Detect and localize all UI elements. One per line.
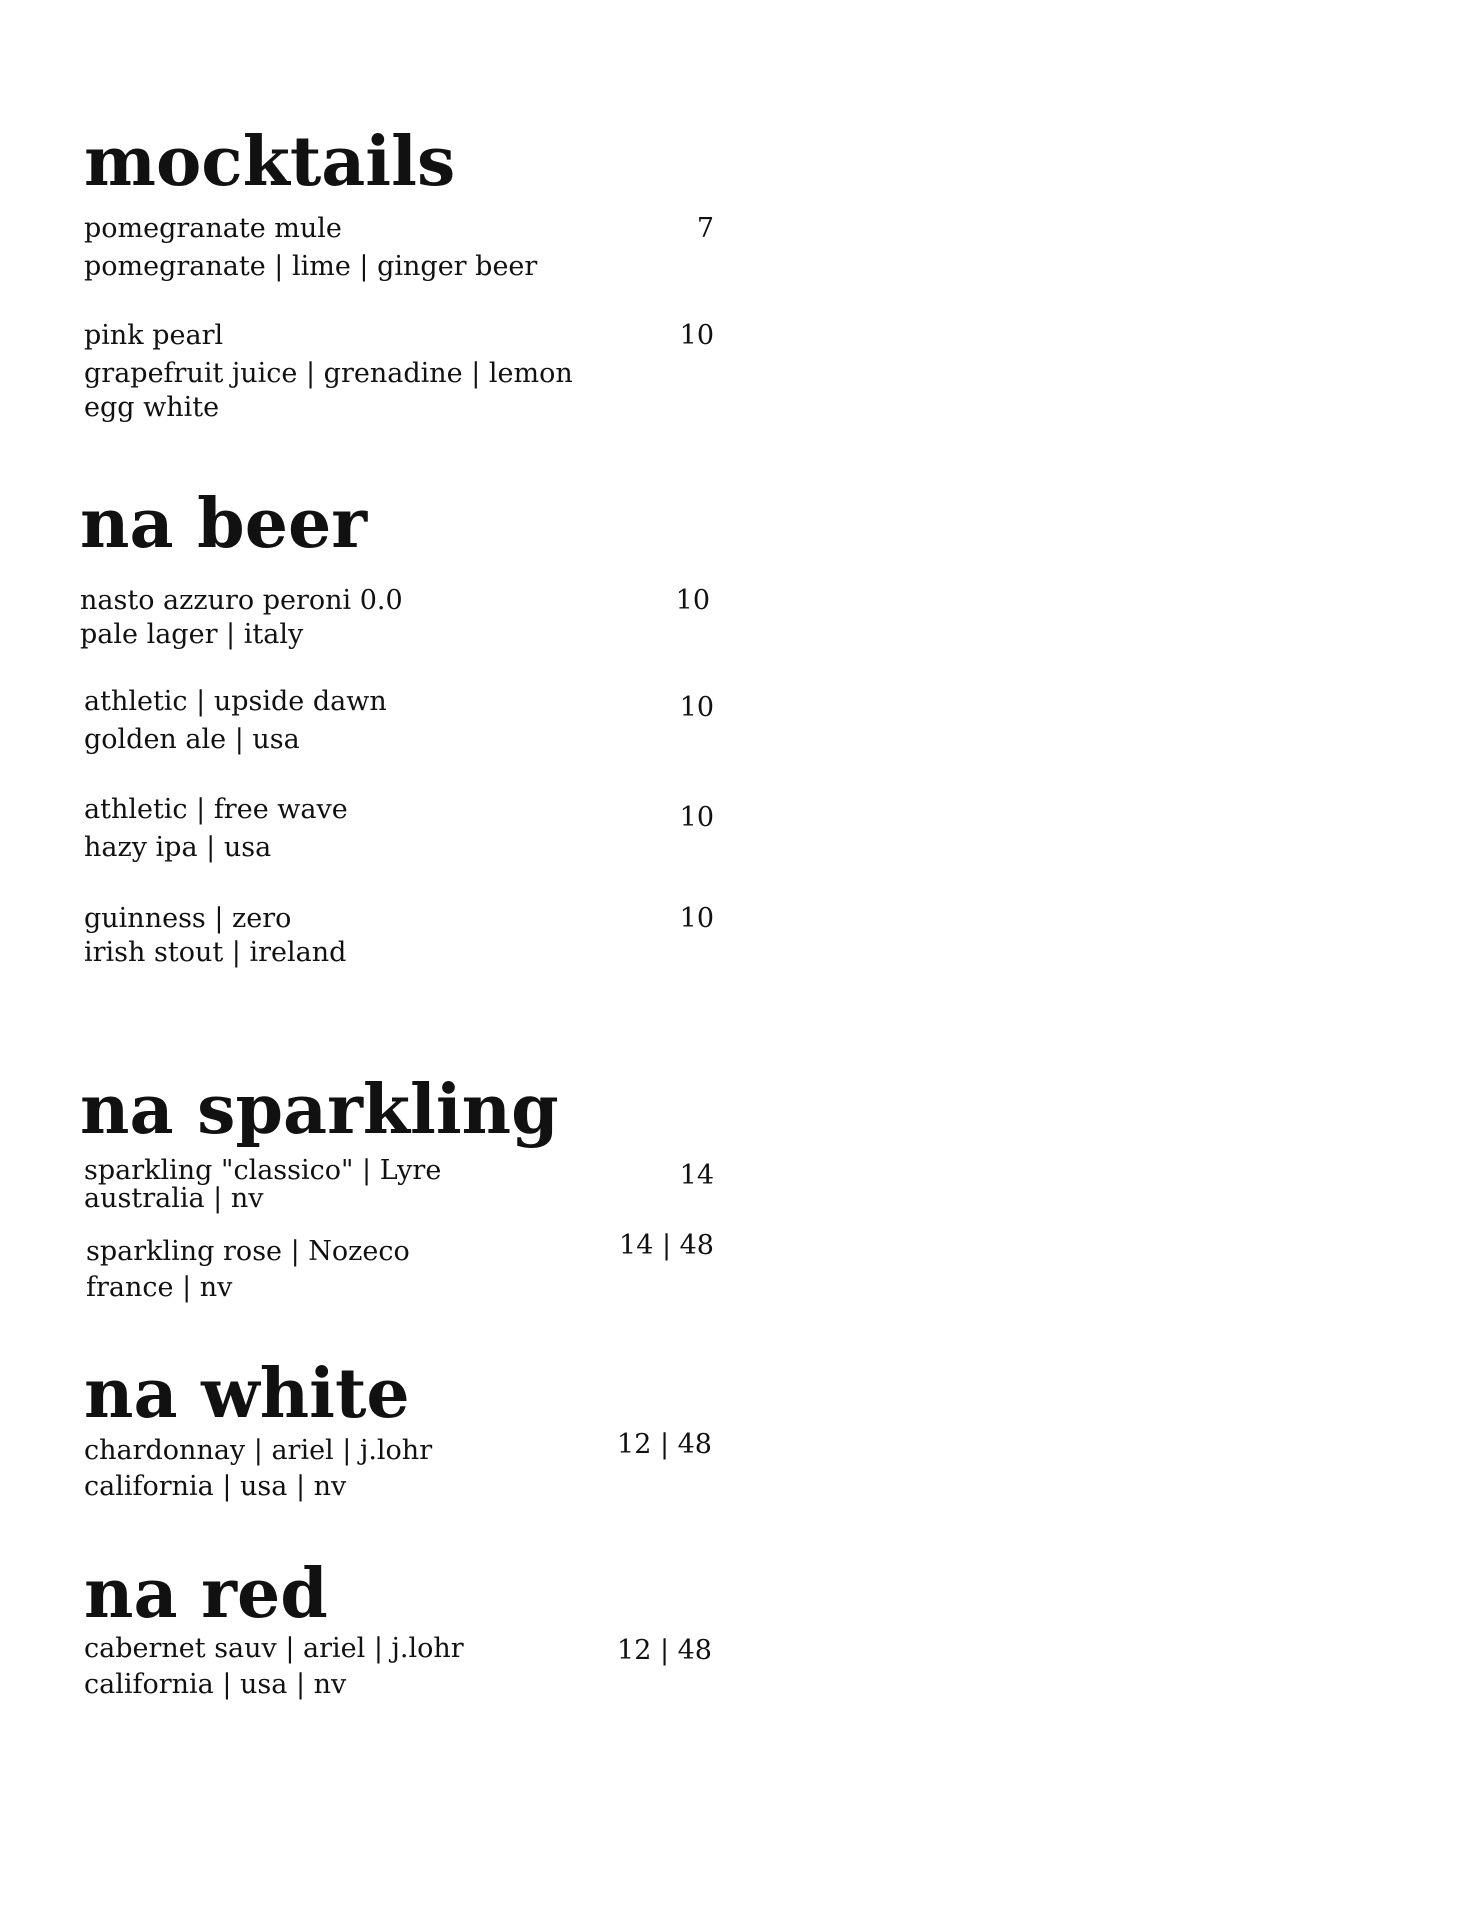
- item-description: grapefruit juice | grenadine | lemon: [84, 358, 573, 389]
- item-description-continued: egg white: [84, 392, 220, 423]
- item-description: australia | nv: [84, 1183, 264, 1214]
- item-description: pale lager | italy: [80, 619, 304, 650]
- item-price: 12 | 48: [617, 1635, 712, 1666]
- menu-item-ariel-cabernet: [84, 1632, 714, 1702]
- menu-item-pink-pearl: [84, 319, 714, 425]
- menu-item-upside-dawn: [84, 685, 714, 757]
- menu-item-nozeco-rose: [86, 1230, 716, 1305]
- item-price: 10: [675, 585, 710, 616]
- item-name: nasto azzuro peroni 0.0: [80, 585, 403, 616]
- item-name: cabernet sauv | ariel | j.lohr: [84, 1633, 464, 1664]
- item-name: sparkling "classico" | Lyre: [84, 1155, 442, 1186]
- item-name: guinness | zero: [84, 903, 292, 934]
- item-description: france | nv: [86, 1272, 233, 1303]
- item-price: 10: [679, 802, 714, 833]
- item-description: pomegranate | lime | ginger beer: [84, 251, 538, 282]
- menu-item-ariel-chardonnay: [84, 1429, 714, 1504]
- item-description: golden ale | usa: [84, 724, 300, 755]
- item-price: 7: [696, 213, 714, 244]
- item-name: athletic | upside dawn: [84, 686, 387, 717]
- item-price: 14: [679, 1160, 714, 1191]
- menu-item-guinness-zero: [84, 902, 714, 970]
- menu-item-lyre-classico: [84, 1157, 714, 1213]
- section-title-na-beer: na beer: [80, 484, 368, 564]
- section-title-na-white: na white: [84, 1354, 410, 1434]
- item-description: hazy ipa | usa: [84, 832, 272, 863]
- item-price: 14 | 48: [619, 1230, 714, 1261]
- section-title-na-sparkling: na sparkling: [80, 1070, 559, 1150]
- item-name: chardonnay | ariel | j.lohr: [84, 1435, 433, 1466]
- menu-item-free-wave: [84, 793, 714, 865]
- item-name: pink pearl: [84, 320, 224, 351]
- item-description: california | usa | nv: [84, 1669, 347, 1700]
- item-name: pomegranate mule: [84, 213, 342, 244]
- item-name: sparkling rose | Nozeco: [86, 1236, 410, 1267]
- section-title-na-red: na red: [84, 1554, 328, 1634]
- menu-item-pomegranate-mule: [84, 212, 714, 284]
- item-price: 10: [679, 903, 714, 934]
- item-description: irish stout | ireland: [84, 937, 347, 968]
- item-price: 10: [679, 320, 714, 351]
- menu-item-peroni: [80, 584, 710, 652]
- item-name: athletic | free wave: [84, 794, 348, 825]
- section-title-mocktails: mocktails: [84, 122, 456, 202]
- item-price: 10: [679, 692, 714, 723]
- item-description: california | usa | nv: [84, 1471, 347, 1502]
- item-price: 12 | 48: [617, 1429, 712, 1460]
